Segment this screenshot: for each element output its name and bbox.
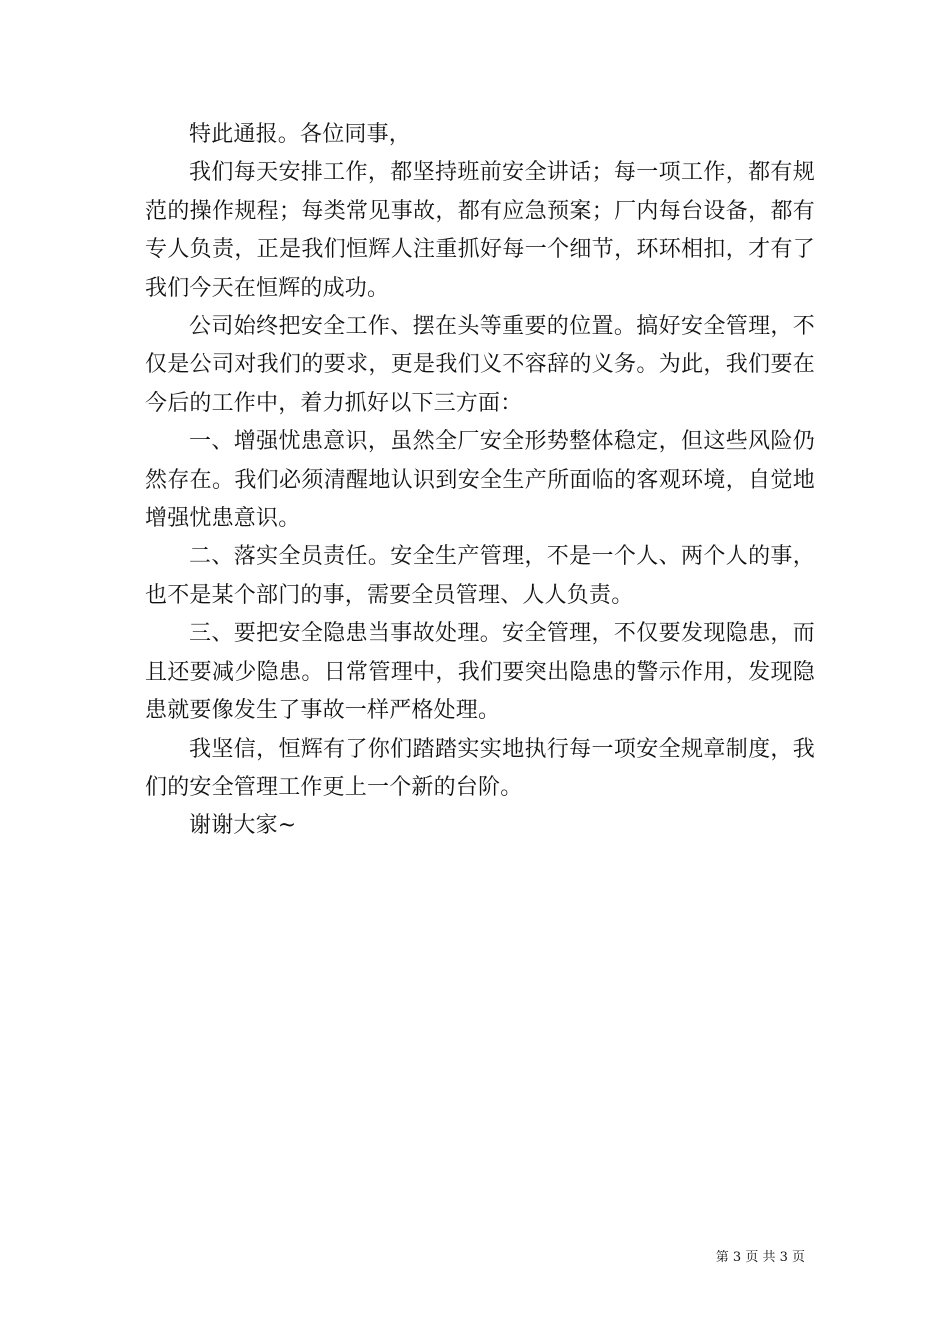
paragraph-thanks: 谢谢大家~ [189,813,297,839]
paragraph-point-two: 二、落实全员责任。安全生产管理，不是一个人、两个人的事，也不是某个部门的事，需要全员管理、人人负责。 [145,544,815,608]
paragraph-point-one: 一、增强忧患意识，虽然全厂安全形势整体稳定，但这些风险仍然存在。我们必须清醒地认识到安全生产所面临的客观环境，自觉地增强忧患意识。 [145,429,815,532]
paragraph-company-priority: 公司始终把安全工作、摆在头等重要的位置。搞好安全管理，不仅是公司对我们的要求，更是我们义不容辞的义务。为此，我们要在今后的工作中，着力抓好以下三方面： [145,314,815,416]
paragraph-conviction: 我坚信，恒辉有了你们踏踏实实地执行每一项安全规章制度，我们的安全管理工作更上一个新的台阶。 [145,736,815,800]
paragraph-daily-safety: 我们每天安排工作，都坚持班前安全讲话；每一项工作，都有规范的操作规程；每类常见事故，都有应急预案；厂内每台设备，都有专人负责，正是我们恒辉人注重抓好每一个细节，环环相扣，才有了我们今天在恒辉的成功。 [145,160,815,301]
document-body [145,116,815,846]
paragraph-opening: 特此通报。各位同事， [189,122,412,147]
paragraph-point-three: 三、要把安全隐患当事故处理。安全管理，不仅要发现隐患，而且还要减少隐患。日常管理中，我们要突出隐患的警示作用，发现隐患就要像发生了事故一样严格处理。 [145,621,815,724]
page-number-footer: 第 3 页 共 3 页 [715,1250,805,1265]
